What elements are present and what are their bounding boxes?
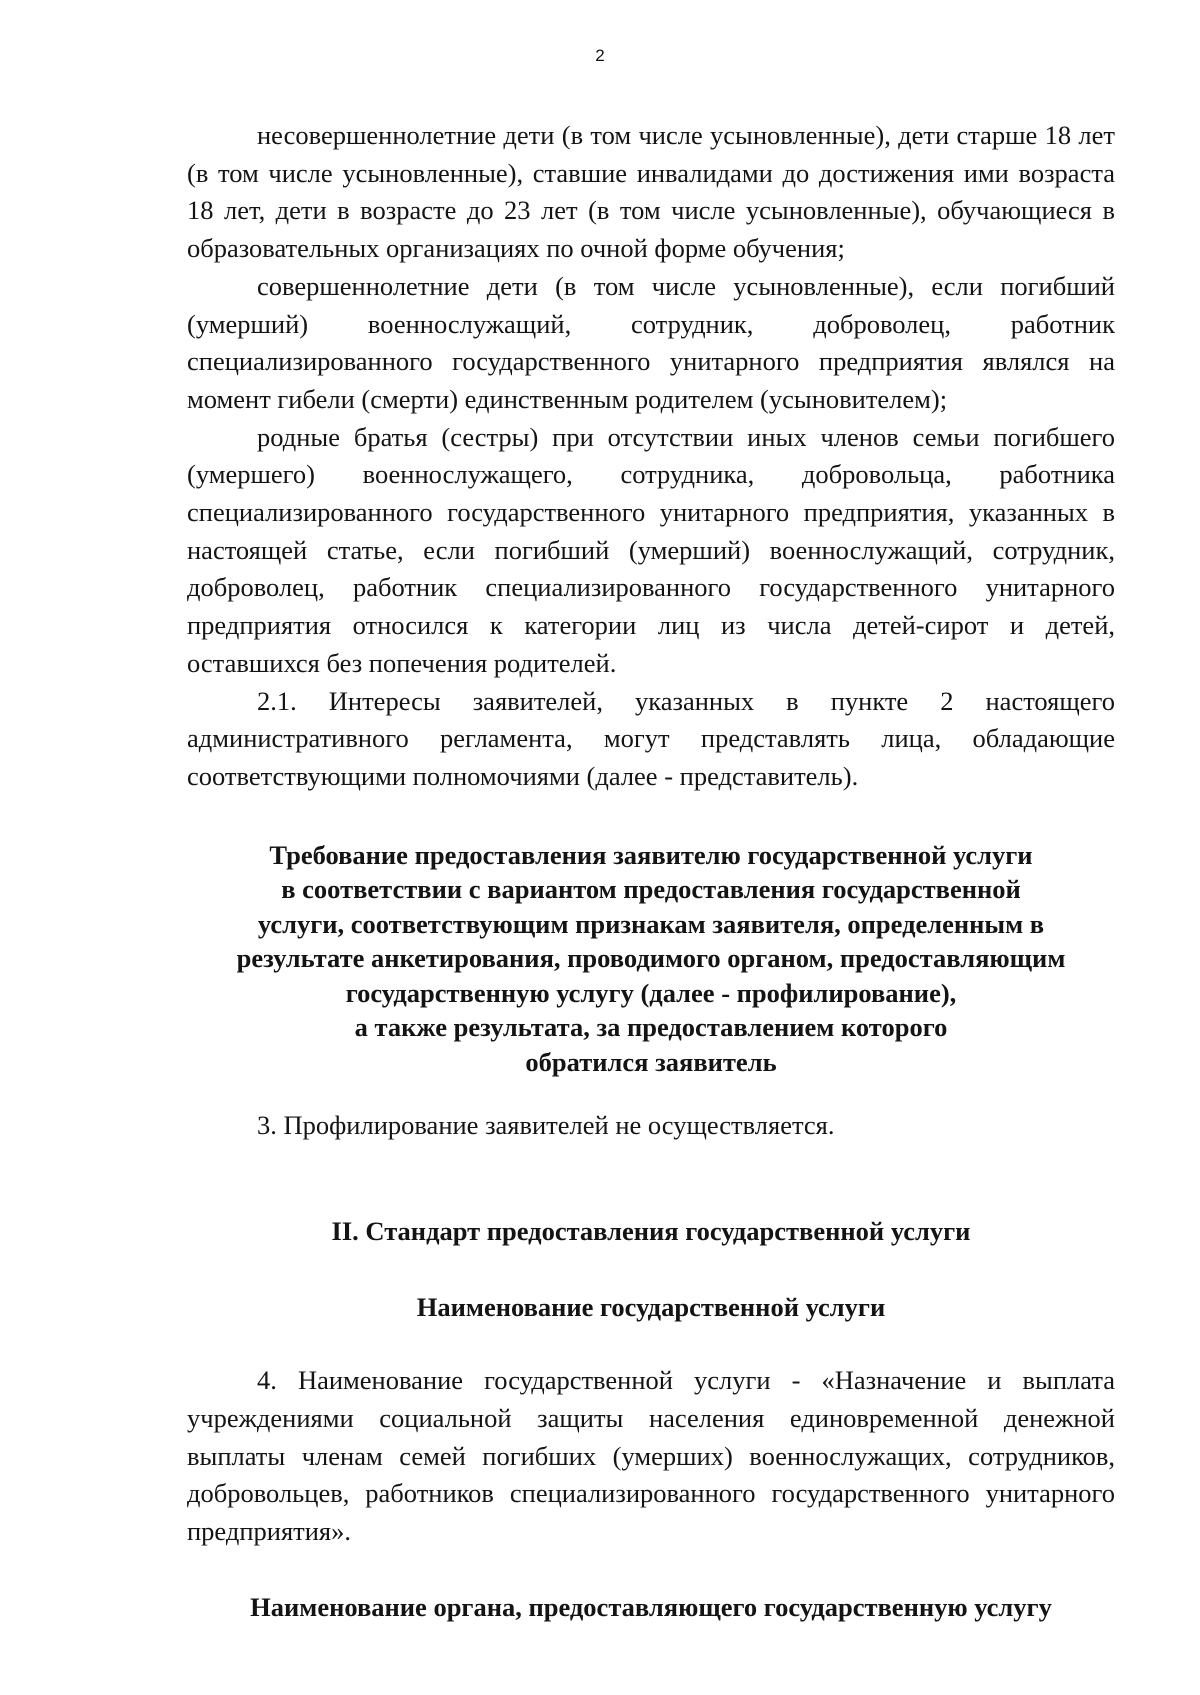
document-body	[187, 117, 1115, 1626]
heading-providing-authority: Наименование органа, предоставляющего государственную услугу	[250, 1591, 1052, 1622]
heading-line: результате анкетирования, проводимого органом, предоставляющим	[236, 943, 1066, 974]
heading-line: в соответствии с вариантом предоставления государственной	[281, 874, 1021, 905]
paragraph-2-1-representatives: 2.1. Интересы заявителей, указанных в пункте 2 настоящего административного регламента, могут представлять лица, обладающие соответствующими полномочиями (далее - представитель).	[187, 685, 1115, 791]
heading-line: услуги, соответствующим признакам заявителя, определенным в	[257, 908, 1045, 939]
heading-line: обратился заявитель	[525, 1046, 777, 1077]
section-title-standard: II. Стандарт предоставления государственной услуги	[331, 1215, 971, 1246]
heading-profiling-requirement	[187, 838, 1115, 1080]
paragraph-minor-children: несовершеннолетние дети (в том числе усыновленные), дети старше 18 лет (в том числе усыновленные), ставшие инвалидами до достижения ими возраста 18 лет, дети в возрасте до 23 лет (в том числе усыновленные), обучающиеся в образовательных организациях по очной форме обучения;	[187, 120, 1115, 264]
paragraph-adult-children: совершеннолетние дети (в том числе усыновленные), если погибший (умерший) военнослужащий, сотрудник, доброволец, работник специализированного государственного унитарного предприятия являлся на момент гибели (смерти) единственным родителем (усыновителем);	[187, 270, 1115, 414]
heading-line: Требование предоставления заявителю государственной услуги	[269, 839, 1033, 870]
paragraph-4-service-name: 4. Наименование государственной услуги - «Назначение и выплата учреждениями социальной защиты населения единовременной денежной выплаты членам семей погибших (умерших) военнослужащих, сотрудников, добровольцев, работников специализированного государственного унитарного предприятия».	[187, 1365, 1115, 1547]
heading-service-name: Наименование государственной услуги	[416, 1291, 886, 1322]
heading-line: а также результата, за предоставлением которого	[354, 1012, 948, 1043]
paragraph-siblings: родные братья (сестры) при отсутствии иных членов семьи погибшего (умершего) военнослужащего, сотрудника, добровольца, работника специализированного государственного унитарного предприятия, указанных в настоящей статье, если погибший (умерший) военнослужащий, сотрудник, доброволец, работник специализированного государственного унитарного предприятия относился к категории лиц из числа детей-сирот и детей, оставшихся без попечения родителей.	[187, 421, 1115, 678]
page-number: 2	[595, 46, 605, 65]
heading-line: государственную услугу (далее - профилирование),	[345, 977, 957, 1008]
paragraph-3-profiling: 3. Профилирование заявителей не осуществляется.	[257, 1110, 835, 1141]
